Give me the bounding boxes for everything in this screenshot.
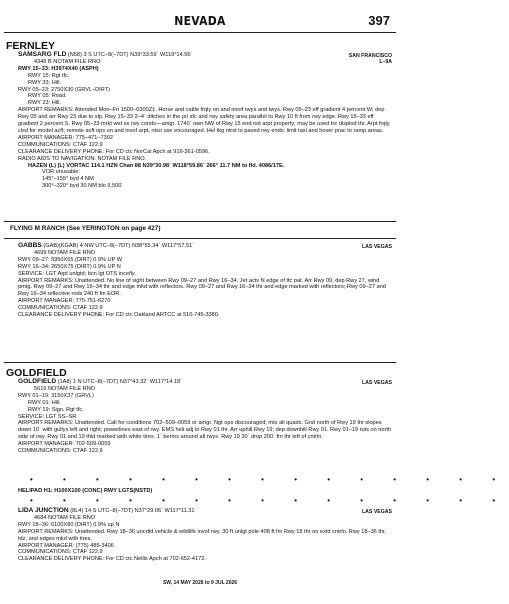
state-header: NEVADA <box>174 14 226 28</box>
city-goldfield: GOLDFIELD <box>6 367 67 379</box>
entry-line: AIRPORT REMARKS: Unattended. Rwy 18–36 uncrtld vehicle & wildlife invof rwy. 30 ft unlgt pole 408 ft fm Rwy 18 thr on extd cntrln. Rwy 18–36 thr, tdz, and edges mkd with tires. <box>18 528 387 542</box>
airport-details: (8L4) 14 S UTC–8(–7DT) N37°29.06´ W117°11.31´ <box>70 508 197 514</box>
entry-line: RWY 23: Hill. <box>28 100 62 107</box>
airport-name: SAMSARG FLD <box>18 51 67 58</box>
airport-name: GOLDFIELD <box>18 378 57 385</box>
footer-dates: SW, 14 MAY 2026 to 9 JUL 2026 <box>162 580 238 586</box>
entry-line: SERVICE: LGT Arpt unlgtd; bcn lgt OTS incefly. <box>18 270 136 277</box>
entry-line: AIRPORT MANAGER: 775-751-6270 <box>18 298 111 305</box>
entry-line: RWY 19: Sign. Rgt tfc. <box>28 406 84 413</box>
entry-line: SERVICE: LGT SS–SR <box>18 413 77 420</box>
entry-line: AIRPORT MANAGER: 702-509-0059 <box>18 441 111 448</box>
airport-elevation: 4684 NOTAM FILE RNO <box>34 514 96 521</box>
airport-details: (N58) 3 S UTC–8(–7DT) N39°33.59´ W119°14.56´ <box>67 52 193 58</box>
airport-body <box>6 257 392 319</box>
airport-body <box>6 66 392 190</box>
city-fernley: FERNLEY <box>6 40 56 52</box>
entry-line: AIRPORT REMARKS: Attended Mon–Fri 1500–0300Z‡. Horse and cattle frqly on and invof rwys and twys. Rwy 05–23 eff gradient 4 percent W; dep Rwy 05 and arr Rwy 23 due to slp. Rwy 15–33 2–4´ ditches in the pri sfc and rwy safety area parallel to Rwy 10 ft from rwy edge. Rwy 15–33 eff gradient 2 percent S. Rwy 05–23 mrkt wet sx rwy conds—amgr. 1740´ own NW of Rwy 15 end not arpt property; may be used for displod thr. Arpt frqly clsd for model acft; remote acft ops on and invof arpt, ntso use encouraged. Hel tkg ntrst to paved rwy ends; limit taxi and hover prac to ramp areas. <box>18 107 390 134</box>
entry-line: RWY 01–19: 3150X37 (GRVL) <box>18 392 94 399</box>
entry-line: RWY 33: Hill. <box>28 79 62 86</box>
airport-details: (1A8) 1 N UTC–8(–7DT) N37°43.32´ W117°14.18´ <box>57 379 183 385</box>
airport-details: (GAB)(KGAB) 4 NW UTC–8(–7DT) N38°55.34´ W117°57.51´ <box>43 243 195 249</box>
sectional-label: LAS VEGAS <box>362 244 392 250</box>
cross-reference: FLYING M RANCH (See YERINGTON on page 427) <box>10 225 161 232</box>
entry-line: RWY 16–34: 2650X75 (DIRT) 0.9% UP N <box>18 263 121 270</box>
airport-name: LIDA JUNCTION <box>18 507 69 514</box>
flying-m-ranch-ref <box>10 226 392 233</box>
separator-dots: • • • • • • • • • • • • • • • <box>30 496 509 505</box>
entry-line: VOR unusable: <box>42 169 80 176</box>
entry-line: COMMUNICATIONS: CTAF 122.9 <box>18 141 103 148</box>
chart-label: L–9A <box>379 58 392 65</box>
entry-line: RWY 05–23: 2750X30 (GRVL–DIRT) <box>18 86 110 93</box>
entry-line: CLEARANCE DELIVERY PHONE: For CD ctc Oakland ARTCC at 510-745-3380. <box>18 312 220 319</box>
entry-line: RWY 01: Hill. <box>28 399 62 406</box>
entry-line: 145°–155° byd 4 NM <box>42 176 94 183</box>
separator-dots: • • • • • • • • • • • • • • • <box>30 475 509 484</box>
entry-line: 300°–320° byd 30 NM blo 9,500´ <box>42 183 124 190</box>
airport-entry-samsarg <box>6 52 392 190</box>
entry-line: RWY 05: Road. <box>28 93 67 100</box>
entry-line: CLEARANCE DELIVERY PHONE: For CD ctc Nellis Apch at 702-652-4172. <box>18 556 206 563</box>
airport-entry-gabbs <box>6 243 392 319</box>
entry-line: HAZEN (L) (L) VORTAC 114.1 HZN Chan 88 N39°30.98´ W118°59.86´ 266° 11.7 NM to fld. 4086/17E. <box>28 162 285 169</box>
entry-line: COMMUNICATIONS: CTAF 122.9 <box>18 549 103 556</box>
airport-elevation: 5616 NOTAM FILE RNO <box>34 385 96 392</box>
helipad-info: HELIPAD H1: H100X100 (CONC) RWY LGTS(NSTD) <box>18 488 153 494</box>
entry-line: AIRPORT MANAGER: (775) 485-3406 <box>18 542 114 549</box>
page-number: 397 <box>368 13 390 28</box>
entry-line: COMMUNICATIONS: CTAF 122.9 <box>18 305 103 312</box>
airport-elevation: 4346 B NOTAM FILE RNO <box>34 58 101 65</box>
entry-line: AIRPORT REMARKS: Unattended. Call for conditions 702–509–0059 or amgr. Ngt ops discouraged; mts all quads. Gnd north of Rwy 19 thr slopes down 10´ with gullys left and right; powerlines east of rwy. EMS heli adj to Rwy 01 thr. Arr uphill Rwy 19; dep downhill Rwy 01. Rwy 01–19 ruts on north side of rwy. Rwy 01 and 19 thld marked with white tires. 1´ berms around all rwys. Rwy 19 30´ drop 200´ fm thr left of cntrln. <box>18 420 391 441</box>
section-rule <box>4 362 396 363</box>
helipad-line <box>6 488 392 495</box>
entry-line: RWY 15: Rgt tfc. <box>28 72 70 79</box>
entry-line: CLEARANCE DELIVERY PHONE: For CD ctc NorCal Apch at 916-361-0596. <box>18 148 210 155</box>
entry-line: RADIO AIDS TO NAVIGATION: NOTAM FILE RNO. <box>18 155 147 162</box>
entry-line: AIRPORT REMARKS: Unattended. No line of sight between Rwy 09–27 and Rwy 16–34. Jet actv N edge of tfc pat. Arr Rwy 09, dep Rwy 27, wind pmtg. Rwy 09–27 and Rwy 16–34 thr and edge mkd with reflectors. Rwy 09–27 and Rwy 16–34 thr and edge marked with reflectors; Rwy 09–27 and Rwy 16–34 reflective rods 240 ft fm EOR. <box>18 277 386 298</box>
entry-line: RWY 18–36: 6100X80 (DIRT) 0.9% up N <box>18 521 120 528</box>
airport-body <box>6 393 392 455</box>
entry-line: RWY 09–27: 5950X65 (DIRT) 0.9% UP W <box>18 256 123 263</box>
airport-body <box>6 522 392 563</box>
header-rule <box>4 32 396 33</box>
sectional-label: LAS VEGAS <box>362 509 392 515</box>
entry-line: RWY 15–33: H3974X40 (ASPH) <box>18 65 99 72</box>
sectional-label: SAN FRANCISCO <box>348 53 392 59</box>
entry-line: COMMUNICATIONS: CTAF 122.9 <box>18 448 103 455</box>
airport-name: GABBS <box>18 242 42 249</box>
section-rule <box>4 238 396 239</box>
sectional-label: LAS VEGAS <box>362 380 392 386</box>
section-rule <box>4 221 396 222</box>
airport-entry-goldfield <box>6 379 392 455</box>
airport-entry-lida-junction <box>6 508 392 563</box>
airport-elevation: 4699 NOTAM FILE RNO <box>34 249 96 256</box>
entry-line: AIRPORT MANAGER: 775–471–7302 <box>18 134 113 141</box>
